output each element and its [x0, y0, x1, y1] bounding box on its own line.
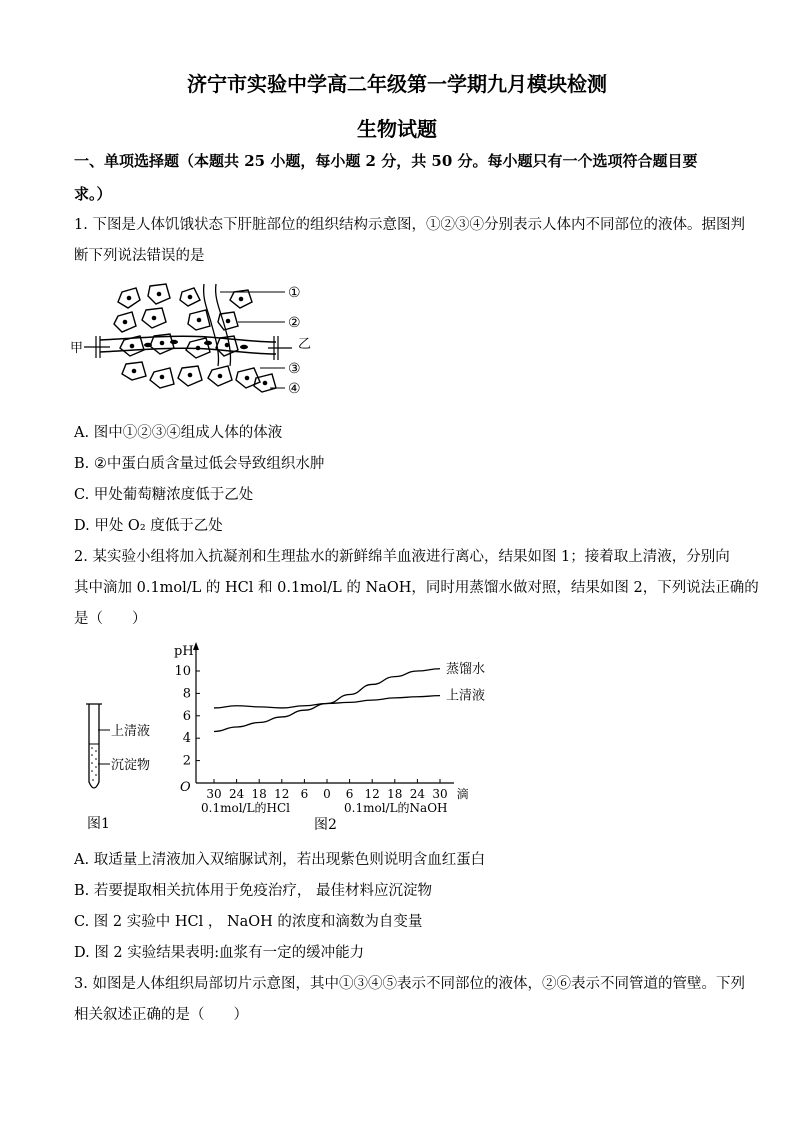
q1-option-c: C. 甲处葡萄糖浓度低于乙处 [74, 487, 254, 503]
x-group-label-naoh: 0.1mol/L的NaOH [344, 801, 448, 815]
q2-stem-line1: 2. 某实验小组将加入抗凝剂和生理盐水的新鲜绵羊血液进行离心，结果如图 1；接着取上清液，分别向 [74, 549, 730, 565]
marker-4: ④ [288, 381, 301, 397]
series-line-0 [214, 669, 440, 732]
x-tick-label: 0 [323, 787, 331, 801]
q1-option-d: D. 甲处 O₂ 度低于乙处 [74, 518, 223, 534]
y-axis-label: pH [174, 644, 194, 659]
x-tick-label: 18 [387, 787, 403, 801]
x-group-label-hcl: 0.1mol/L的HCl [201, 801, 291, 815]
x-tick-label: 滴 [456, 787, 469, 801]
x-tick-label: 18 [251, 787, 267, 801]
q1-stem-line1: 1. 下图是人体饥饿状态下肝脏部位的组织结构示意图，①②③④分别表示人体内不同部位的液体。据图判 [74, 217, 745, 233]
series-label-0: 蒸馏水 [446, 661, 486, 677]
fig2-caption: 图2 [314, 817, 337, 833]
label-yi: 乙 [298, 337, 312, 352]
q1-stem-line2: 断下列说法错误的是 [74, 248, 205, 264]
x-tick-label: 6 [345, 787, 354, 801]
x-tick-label: 24 [228, 787, 245, 801]
section-heading-line2: 求。） [74, 185, 112, 203]
q2-stem-line2: 其中滴加 0.1mol/L 的 HCl 和 0.1mol/L 的 NaOH，同时用蒸馏水做对照，结果如图 2，下列说法正确的 [74, 580, 759, 596]
y-tick-label: 6 [182, 708, 191, 724]
page-title: 济宁市实验中学高二年级第一学期九月模块检测 [187, 72, 607, 96]
tube-outline [86, 704, 102, 788]
y-axis-arrow [193, 642, 199, 650]
q2-option-a: A. 取适量上清液加入双缩脲试剂，若出现紫色则说明含血红蛋白 [74, 852, 486, 868]
q3-stem-line1: 3. 如图是人体组织局部切片示意图，其中①③④⑤表示不同部位的液体，②⑥表示不同管道的管壁。下列 [74, 976, 745, 992]
q3-stem-line2: 相关叙述正确的是（ ） [74, 1007, 248, 1023]
x-tick-label: 30 [432, 787, 448, 801]
y-tick-label: 8 [182, 686, 191, 702]
q2-ph-chart [168, 640, 488, 835]
section-heading-line1: 一、单项选择题（本题共 25 小题，每小题 2 分，共 50 分。每小题只有一个选项符合题目要 [74, 152, 698, 170]
marker-3: ③ [288, 361, 301, 377]
q2-option-b: B. 若要提取相关抗体用于免疫治疗， 最佳材料应沉淀物 [74, 883, 432, 899]
y-tick-label: 4 [182, 731, 191, 747]
label-supernatant: 上清液 [111, 724, 151, 739]
label-jia: 甲 [70, 341, 84, 356]
q2-option-c: C. 图 2 实验中 HCl ， NaOH 的浓度和滴数为自变量 [74, 914, 423, 930]
label-sediment: 沉淀物 [111, 758, 151, 773]
x-ticks [206, 779, 468, 801]
x-tick-label: 12 [274, 787, 290, 801]
marker-1: ① [288, 285, 301, 301]
q2-test-tube-figure [80, 700, 170, 835]
q1-option-b: B. ②中蛋白质含量过低会导致组织水肿 [74, 456, 325, 472]
x-tick-label: 24 [409, 787, 426, 801]
q2-option-d: D. 图 2 实验结果表明:血浆有一定的缓冲能力 [74, 945, 365, 961]
origin-label: O [180, 780, 191, 795]
series-lines [214, 661, 485, 732]
q1-option-a: A. 图中①②③④组成人体的体液 [74, 425, 283, 441]
marker-2: ② [288, 315, 301, 331]
x-tick-label: 12 [364, 787, 380, 801]
y-tick-label: 2 [182, 753, 191, 769]
y-tick-label: 10 [174, 664, 191, 679]
fig1-caption: 图1 [87, 816, 110, 832]
x-tick-label: 30 [206, 787, 222, 801]
x-tick-label: 6 [300, 787, 309, 801]
sediment-dots [91, 747, 97, 781]
q1-tissue-diagram [70, 280, 320, 405]
q2-stem-line3: 是（ ） [74, 611, 147, 627]
series-line-1 [214, 696, 440, 708]
page-subtitle: 生物试题 [357, 117, 437, 141]
series-label-1: 上清液 [446, 688, 486, 704]
